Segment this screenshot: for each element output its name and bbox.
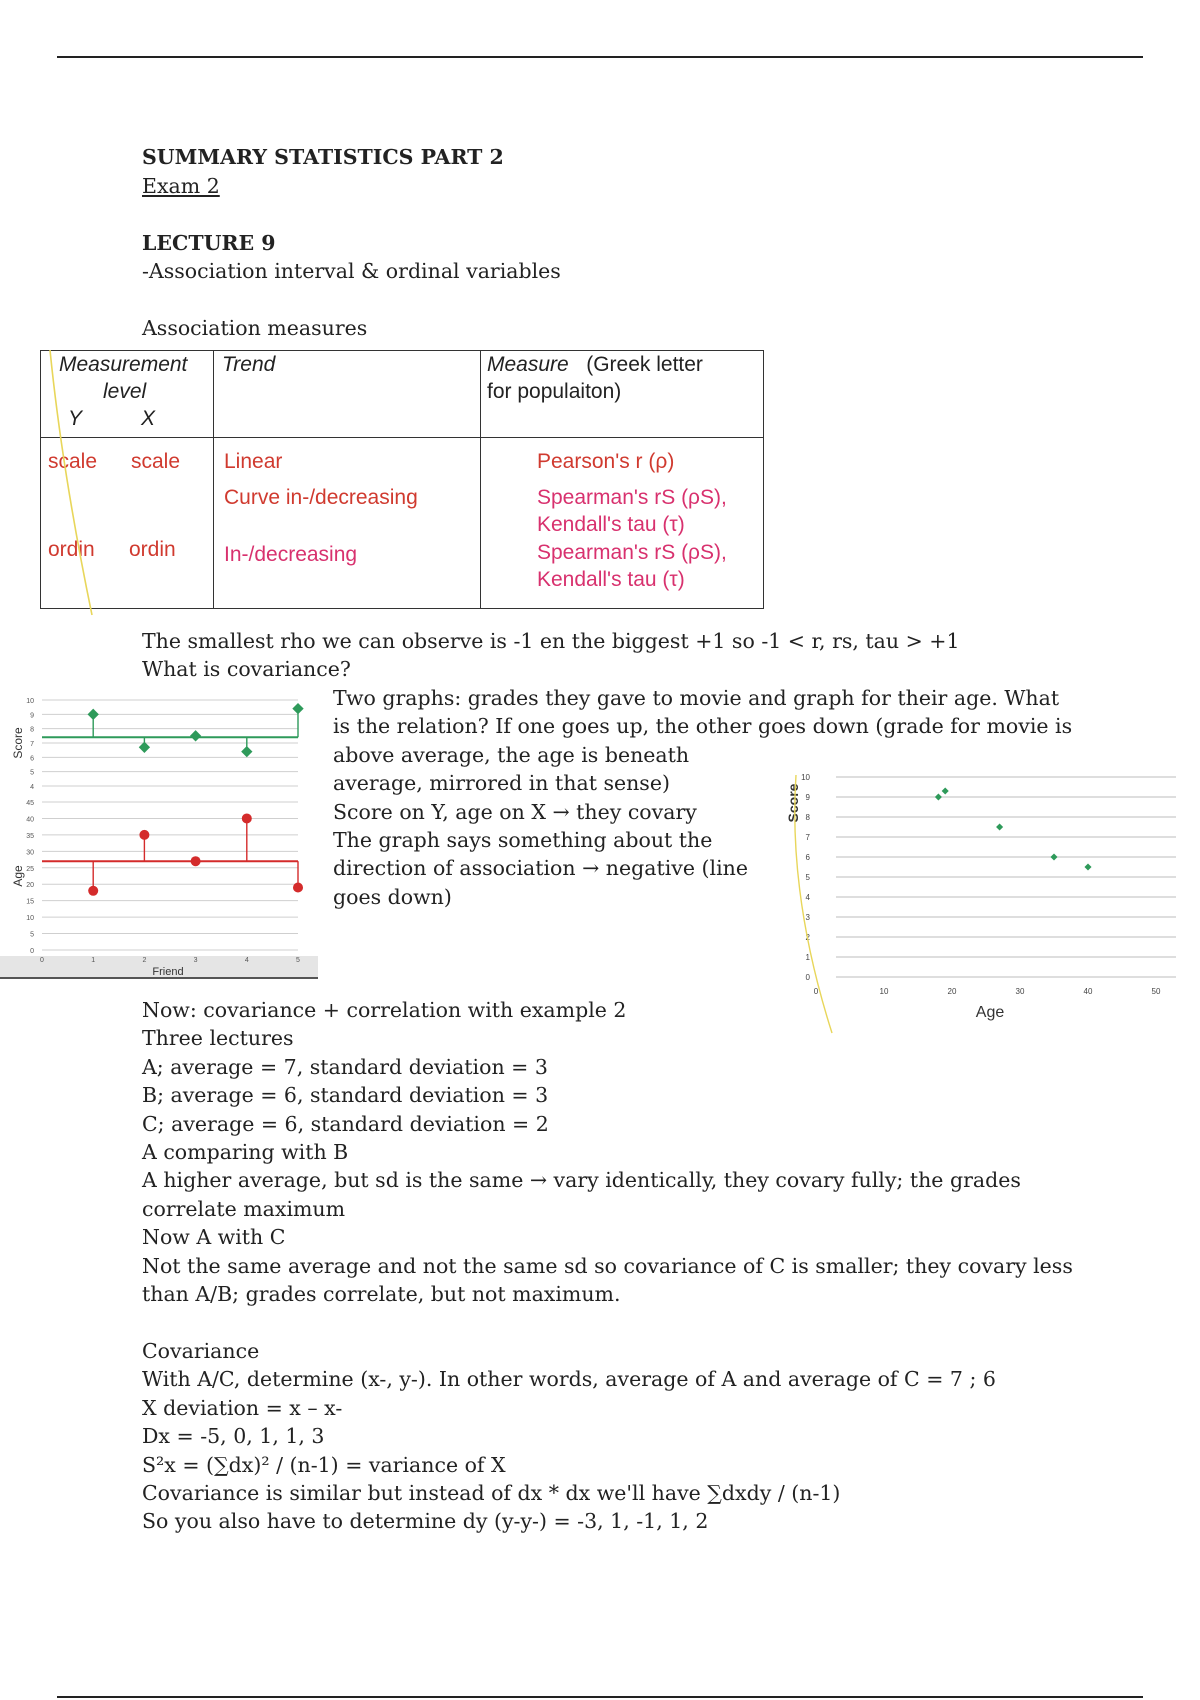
age-point (242, 813, 252, 823)
y-tick-label: 30 (26, 849, 34, 857)
y-tick-label: 15 (26, 898, 34, 906)
two-graphs-line: above average, the age is beneath (333, 742, 690, 767)
x-tick-label: 10 (879, 987, 889, 996)
covariance-line: S²x = (∑dx)² / (n-1) = variance of X (142, 1452, 506, 1477)
y-tick-label: 6 (805, 853, 810, 862)
y-tick-label: 5 (30, 931, 34, 939)
row3-measure-b: Kendall's tau (τ) (537, 568, 685, 591)
y-tick-label: 8 (805, 813, 810, 822)
y-tick-label: 4 (805, 893, 810, 902)
two-graphs-line: direction of association → negative (line (333, 856, 748, 881)
scatter-point (996, 823, 1003, 830)
y-tick-label: 35 (26, 832, 34, 840)
y-tick-label: 0 (30, 948, 34, 955)
example-line: B; average = 6, standard deviation = 3 (142, 1083, 549, 1108)
example-line: Now A with C (142, 1225, 286, 1250)
y-tick-label: 2 (805, 933, 810, 942)
two-graphs-line: The graph says something about the (333, 828, 713, 853)
header-x: X (141, 407, 156, 430)
x-tick-label: 5 (296, 957, 300, 964)
row3-measure-a: Spearman's rS (ρS), (537, 541, 727, 564)
row2-measure-a: Spearman's rS (ρS), (537, 486, 727, 509)
rho-range-line: The smallest rho we can observe is -1 en the biggest +1 so -1 < r, rs, tau > +1 (142, 629, 960, 653)
covariance-paragraph (142, 1337, 1072, 1536)
y-tick-label: 1 (805, 953, 810, 962)
example-line: Now: covariance + correlation with example 2 (142, 998, 627, 1022)
header-level-line1: Measurement (59, 353, 188, 376)
row1-trend: Linear (224, 450, 283, 473)
x-tick-label: 1 (91, 957, 96, 964)
example-paragraph (142, 996, 1072, 1308)
x-tick-label: 40 (1083, 987, 1093, 996)
scatter-point (1084, 863, 1091, 870)
association-measures-table (40, 350, 764, 609)
row3-y-level: ordin (48, 538, 95, 561)
two-graphs-line: Score on Y, age on X → they covary (333, 799, 697, 824)
covariance-line: Covariance is similar but instead of dx * dx we'll have ∑dxdy / (n-1) (142, 1481, 841, 1506)
y-tick-label: 0 (805, 973, 810, 982)
x-tick-label: 2 (142, 957, 147, 964)
x-tick-label: 0 (813, 987, 819, 996)
x-tick-label: 3 (193, 957, 198, 964)
y-tick-label: 5 (805, 873, 810, 882)
score-point (88, 709, 99, 720)
y-axis-label: Score (785, 783, 801, 823)
age-score-scatter-chart (780, 765, 1190, 1035)
friend-score-age-chart (0, 690, 320, 980)
header-level-line2: level (103, 380, 147, 403)
row2-trend: Curve in-/decreasing (224, 486, 418, 509)
scatter-point (935, 793, 942, 800)
table-caption: Association measures (142, 316, 368, 340)
row1-measure: Pearson's r (ρ) (537, 450, 675, 473)
row3-trend: In-/decreasing (224, 543, 358, 566)
row1-x-level: scale (131, 450, 181, 473)
x-tick-label: 4 (244, 957, 249, 964)
covariance-line: Dx = -5, 0, 1, 1, 3 (142, 1424, 325, 1449)
y-tick-label: 10 (801, 773, 810, 782)
x-tick-label: 50 (1151, 987, 1161, 996)
x-axis-label: Friend (152, 966, 184, 978)
y-tick-label: 10 (26, 915, 34, 923)
row2-measure-b: Kendall's tau (τ) (537, 513, 685, 536)
x-tick-label: 20 (947, 987, 957, 996)
example-line: A comparing with B (142, 1140, 349, 1165)
covariance-question: What is covariance? (142, 657, 351, 681)
y-tick-label: 8 (30, 726, 34, 734)
example-line: than A/B; grades correlate, but not maximum. (142, 1282, 621, 1307)
example-line: A higher average, but sd is the same → vary identically, they covary fully; the grades (142, 1168, 1021, 1193)
header-measure: Measure (Greek letter for populaiton) (481, 351, 764, 438)
two-graphs-line: average, mirrored in that sense) (333, 771, 670, 796)
y-tick-label: 6 (30, 755, 34, 763)
lecture-heading: LECTURE 9 (142, 231, 276, 255)
x-tick-label: 0 (40, 957, 44, 964)
y-tick-label: 4 (30, 784, 34, 791)
x-axis-label: Age (975, 1004, 1005, 1021)
y-tick-label: 9 (805, 793, 810, 802)
y-axis-label: Age (11, 865, 25, 887)
example-line: Not the same average and not the same sd so covariance of C is smaller; they covary less (142, 1253, 1073, 1278)
example-line: A; average = 7, standard deviation = 3 (142, 1054, 548, 1079)
score-point (292, 703, 303, 714)
age-point (88, 886, 98, 896)
score-point (190, 730, 201, 741)
row3-x-level: ordin (129, 538, 176, 561)
trend-cell (214, 438, 481, 609)
top-rule (57, 56, 1143, 58)
covariance-line: X deviation = x – x- (142, 1395, 343, 1420)
two-graphs-line: Two graphs: grades they gave to movie and graph for their age. What (333, 686, 1060, 710)
header-y: Y (68, 407, 83, 430)
row1-y-level: scale (48, 450, 98, 473)
y-tick-label: 9 (30, 712, 34, 720)
two-graphs-line: goes down) (333, 884, 452, 909)
bottom-rule (57, 1696, 1143, 1698)
y-tick-label: 5 (30, 769, 34, 777)
example-line: correlate maximum (142, 1196, 346, 1221)
scatter-point (1050, 853, 1057, 860)
header-trend: Trend (214, 351, 481, 438)
score-point (241, 746, 252, 757)
age-point (293, 883, 303, 893)
measure-cell (481, 438, 764, 609)
covariance-line: So you also have to determine dy (y-y-) = -3, 1, -1, 1, 2 (142, 1509, 709, 1534)
y-tick-label: 7 (30, 741, 34, 748)
lecture-topic: -Association interval & ordinal variables (142, 259, 561, 283)
y-tick-label: 25 (26, 865, 34, 873)
example-line: Three lectures (142, 1026, 294, 1051)
y-tick-label: 3 (805, 913, 810, 922)
example-line: C; average = 6, standard deviation = 2 (142, 1111, 549, 1136)
scatter-point (942, 787, 949, 794)
covariance-heading: Covariance (142, 1339, 260, 1363)
two-graphs-line: is the relation? If one goes up, the other goes down (grade for movie is (333, 714, 1073, 739)
age-point (191, 856, 201, 866)
age-point (139, 830, 149, 840)
y-axis-label: Score (11, 727, 25, 759)
yellow-pen-stroke (40, 350, 100, 620)
covariance-line: With A/C, determine (x-, y-). In other words, average of A and average of C = 7 ; 6 (142, 1367, 996, 1392)
y-tick-label: 40 (26, 816, 34, 824)
y-tick-label: 7 (805, 833, 810, 842)
x-tick-label: 30 (1015, 987, 1025, 996)
y-tick-label: 10 (26, 698, 34, 705)
y-tick-label: 45 (26, 800, 34, 807)
y-tick-label: 20 (26, 882, 34, 890)
document-title: SUMMARY STATISTICS PART 2 (142, 145, 504, 169)
document-subtitle: Exam 2 (142, 174, 220, 198)
